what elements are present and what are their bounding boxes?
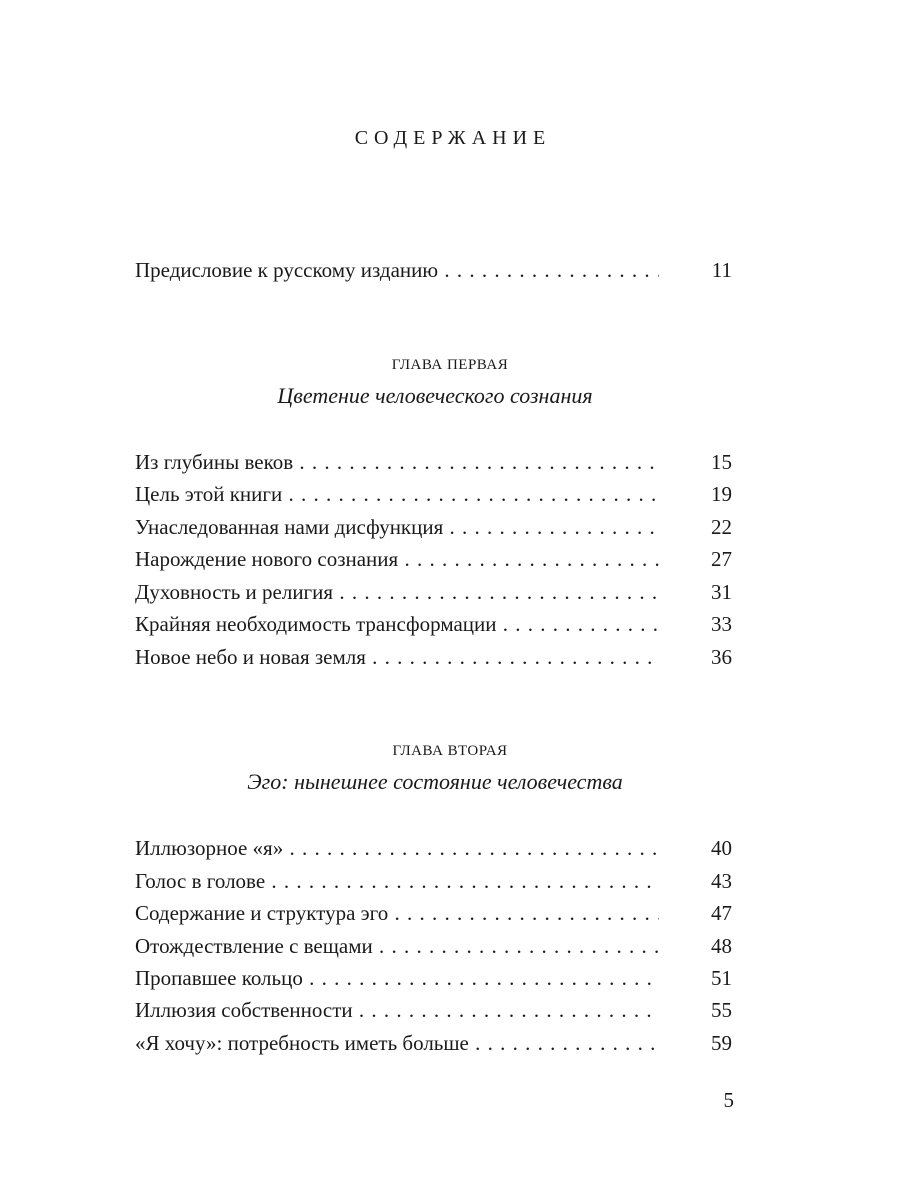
toc-entry-label: Цель этой книги . . . bbox=[135, 479, 659, 509]
toc-entry-preface bbox=[135, 255, 732, 285]
toc-entry-page: 15 bbox=[711, 450, 732, 474]
toc-entry bbox=[135, 642, 732, 672]
toc-entry-label: Предисловие к русскому изданию . . . bbox=[135, 255, 659, 285]
toc-entry bbox=[135, 1028, 732, 1058]
toc-entry-page: 33 bbox=[711, 612, 732, 636]
toc-entry-page: 27 bbox=[711, 547, 732, 571]
toc-entry-page: 43 bbox=[711, 869, 732, 893]
toc-heading: СОДЕРЖАНИЕ bbox=[354, 127, 552, 149]
toc-entry-label: «Я хочу»: потребность иметь больше . . . bbox=[135, 1028, 659, 1058]
toc-entry bbox=[135, 866, 732, 896]
toc-entry bbox=[135, 898, 732, 928]
toc-entry-label: Иллюзия собственности . . . bbox=[135, 995, 659, 1025]
toc-entry bbox=[135, 544, 732, 574]
toc-entry-label: Нарождение нового сознания . . . bbox=[135, 544, 659, 574]
toc-entry-page: 40 bbox=[711, 836, 732, 860]
chapter-2-title: Эго: нынешнее состояние человечества bbox=[247, 769, 623, 794]
toc-entry-page: 47 bbox=[711, 901, 732, 925]
chapter-1-kicker: ГЛАВА ПЕРВАЯ bbox=[391, 357, 509, 373]
toc-entry-page: 31 bbox=[711, 580, 732, 604]
toc-entry-label: Из глубины веков . . . bbox=[135, 447, 659, 477]
toc-entry bbox=[135, 963, 732, 993]
toc-entry-label: Духовность и религия . . . bbox=[135, 577, 659, 607]
toc-entry-page: 55 bbox=[711, 998, 732, 1022]
toc-entry-page: 19 bbox=[711, 482, 732, 506]
toc-entry bbox=[135, 447, 732, 477]
toc-entry-label: Унаследованная нами дисфункция . . . bbox=[135, 512, 659, 542]
toc-entry-label: Пропавшее кольцо . . . bbox=[135, 963, 659, 993]
toc-entry bbox=[135, 995, 732, 1025]
chapter-2-kicker: ГЛАВА ВТОРАЯ bbox=[392, 743, 508, 759]
toc-entry bbox=[135, 931, 732, 961]
toc-entry-page: 22 bbox=[711, 515, 732, 539]
toc-entry bbox=[135, 479, 732, 509]
toc-entry-label: Содержание и структура эго . . . bbox=[135, 898, 659, 928]
toc-entry-page: 48 bbox=[711, 934, 732, 958]
toc-entry-page: 36 bbox=[711, 645, 732, 669]
toc-entry-label: Новое небо и новая земля . . . bbox=[135, 642, 659, 672]
toc-entry-label: Крайняя необходимость трансформации . . . bbox=[135, 609, 659, 639]
toc-entry-page: 59 bbox=[711, 1031, 732, 1055]
toc-entry-label: Голос в голове . . . bbox=[135, 866, 659, 896]
toc-entry bbox=[135, 512, 732, 542]
page-number: 5 bbox=[723, 1088, 734, 1112]
chapter-1-title: Цветение человеческого сознания bbox=[277, 383, 593, 408]
toc-entry-page: 11 bbox=[711, 258, 732, 282]
toc-entry-label: Отождествление с вещами . . . bbox=[135, 931, 659, 961]
toc-entry bbox=[135, 609, 732, 639]
toc-entry bbox=[135, 577, 732, 607]
toc-entry-label: Иллюзорное «я» . . . bbox=[135, 833, 659, 863]
toc-entry bbox=[135, 833, 732, 863]
toc-entry-page: 51 bbox=[711, 966, 732, 990]
